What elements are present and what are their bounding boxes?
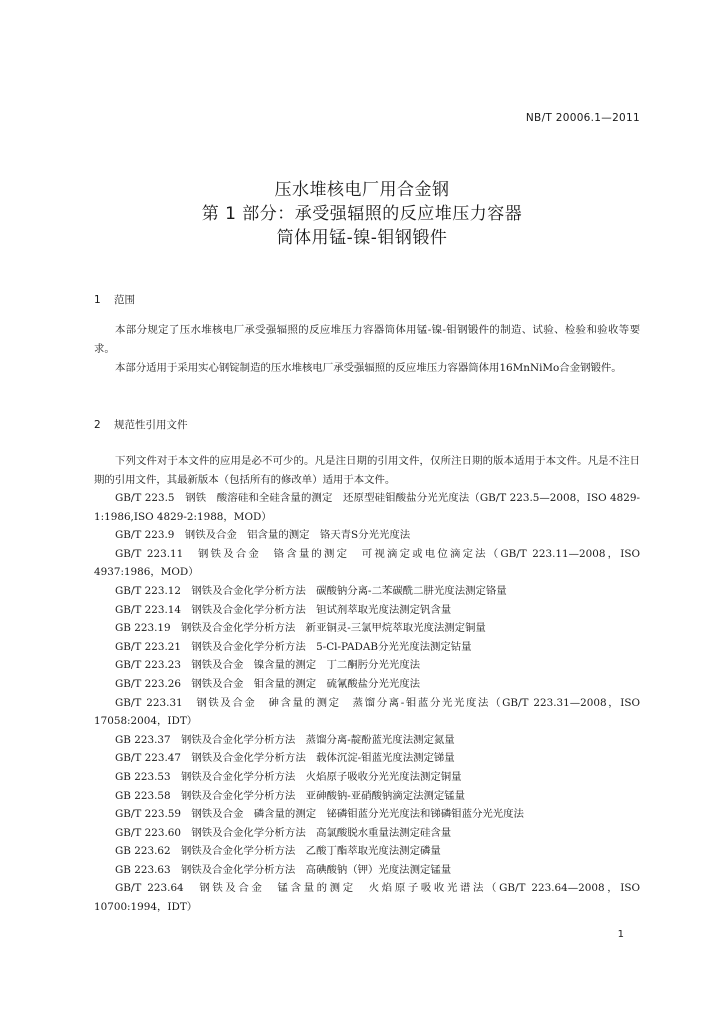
reference-item: GB/T 223.12 钢铁及合金化学分析方法 碳酸钠分离-二苯碳酰二肼光度法测定铬量	[115, 584, 507, 597]
section-title: 范围	[114, 294, 135, 306]
reference-item: GB 223.62 钢铁及合金化学分析方法 乙酸丁酯萃取光度法测定磷量	[115, 845, 441, 858]
standard-number: NB/T 20006.1—2011	[525, 112, 640, 124]
reference-item: GB/T 223.31 钢铁及合金 砷含量的测定 蒸馏分离-钼蓝分光光度法（GB/T 223.31—2008，ISO 17058:2004，IDT）	[94, 696, 640, 728]
reference-item: GB/T 223.21 钢铁及合金化学分析方法 5-Cl-PADAB分光光度法测定钴量	[115, 640, 472, 653]
reference-item: GB/T 223.14 钢铁及合金化学分析方法 钽试剂萃取光度法测定钒含量	[115, 603, 452, 616]
reference-item: GB/T 223.26 钢铁及合金 钼含量的测定 硫氰酸盐分光光度法	[115, 677, 421, 690]
section-2-heading	[94, 417, 188, 432]
reference-item: GB/T 223.60 钢铁及合金化学分析方法 高氯酸脱水重量法测定硅含量	[115, 826, 452, 839]
reference-item: GB/T 223.5 钢铁 酸溶硅和全硅含量的测定 还原型硅钼酸盐分光光度法（GB/T 223.5—2008，ISO 4829-1:1986,ISO 4829-2:1988，MOD）	[94, 492, 640, 523]
section-number: 1	[94, 294, 101, 306]
page-number: 1	[617, 929, 624, 940]
reference-item: GB 223.58 钢铁及合金化学分析方法 亚砷酸钠-亚硝酸钠滴定法测定锰量	[115, 789, 466, 802]
reference-item: GB 223.19 钢铁及合金化学分析方法 新亚铜灵-三氯甲烷萃取光度法测定铜量	[115, 622, 486, 635]
reference-item: GB/T 223.47 钢铁及合金化学分析方法 载体沉淀-钼蓝光度法测定锑量	[115, 752, 455, 765]
section-1-paragraph-2: 本部分适用于采用实心钢锭制造的压水堆核电厂承受强辐照的反应堆压力容器筒体用16MnNiMo合金钢锻件。	[115, 362, 622, 374]
reference-item: GB/T 223.64 钢铁及合金 锰含量的测定 火焰原子吸收光谱法（GB/T 223.64—2008，ISO 10700:1994，IDT）	[94, 882, 640, 914]
reference-item: GB 223.53 钢铁及合金化学分析方法 火焰原子吸收分光光度法测定铜量	[115, 770, 462, 783]
title-line-3: 筒体用锰-镍-钼钢锻件	[276, 228, 448, 248]
title-line-1: 压水堆核电厂用合金钢	[274, 180, 450, 200]
reference-item: GB 223.63 钢铁及合金化学分析方法 高碘酸钠（钾）光度法测定锰量	[115, 863, 452, 876]
document-title	[0, 178, 724, 250]
section-title: 规范性引用文件	[114, 419, 188, 431]
section-1-paragraph-1: 本部分规定了压水堆核电厂承受强辐照的反应堆压力容器筒体用锰-镍-钼钢锻件的制造、试验、检验和验收等要求。	[94, 324, 640, 355]
reference-item: GB/T 223.9 钢铁及合金 铝含量的测定 铬天青S分光光度法	[115, 529, 411, 542]
reference-list	[94, 489, 640, 917]
reference-item: GB 223.37 钢铁及合金化学分析方法 蒸馏分离-靛酚蓝光度法测定氮量	[115, 733, 455, 746]
section-1-heading	[94, 292, 135, 307]
reference-item: GB/T 223.59 钢铁及合金 磷含量的测定 铋磷钼蓝分光光度法和锑磷钼蓝分光光度法	[115, 808, 524, 821]
title-line-2: 第 1 部分：承受强辐照的反应堆压力容器	[201, 204, 523, 224]
section-2-intro: 下列文件对于本文件的应用是必不可少的。凡是注日期的引用文件，仅所注日期的版本适用于本文件。凡是不注日期的引用文件，其最新版本（包括所有的修改单）适用于本文件。	[94, 455, 640, 486]
reference-item: GB/T 223.11 钢铁及合金 铬含量的测定 可视滴定或电位滴定法（GB/T 223.11—2008，ISO 4937:1986，MOD）	[94, 547, 640, 579]
section-number: 2	[94, 419, 101, 431]
reference-item: GB/T 223.23 钢铁及合金 镍含量的测定 丁二酮肟分光光度法	[115, 659, 421, 672]
